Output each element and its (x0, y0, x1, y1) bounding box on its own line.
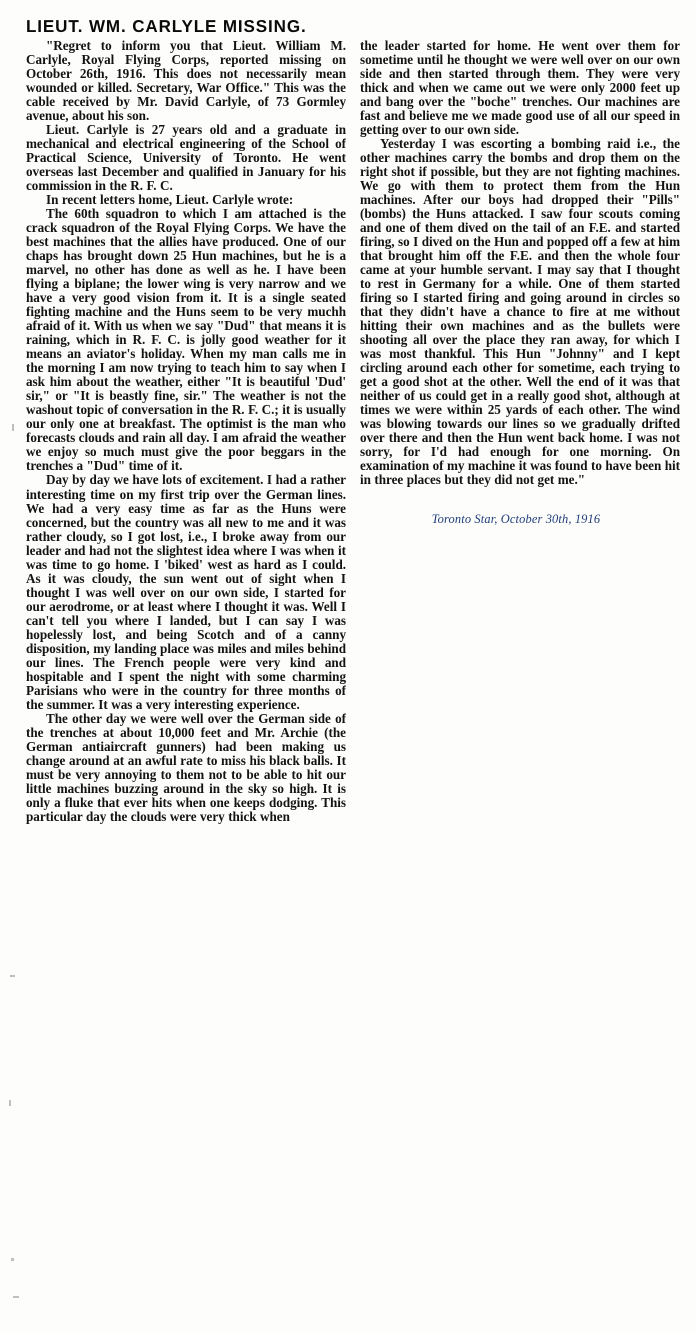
column-left (26, 39, 346, 1335)
paper-speck (13, 1296, 19, 1298)
article-columns (26, 39, 680, 1335)
column-right (360, 39, 680, 1335)
paper-speck (9, 1100, 11, 1106)
paragraph: the leader started for home. He went over them for sometime until he thought we were well over on our own side and then started through them. They were very thick and when we came out we were only 2000 feet up and bang over the "boche" trenches. Our machines are fast and believe me we made good use of all our speed in getting over to our own side. (360, 39, 680, 138)
paragraph: Day by day we have lots of excitement. I had a rather interesting time on my first trip over the German lines. We had a very easy time as far as the Huns were concerned, but the country was all new to me and it was rather cloudy, so I got lost, i.e., I broke away from our leader and had not the slightest idea where I was when it was time to go home. I 'biked' west as hard as I could. As it was cloudy, the sun went out of sight when I thought I was well over on our own side, I started for our aerodrome, or at least where I thought it was. Well I can't tell you where I landed, but I can say I was hopelessly lost, and being Scotch and of a canny disposition, my landing place was miles and miles behind our lines. The French people were very kind and hospitable and I spent the night with some charming Parisians who were in the country for three months of the summer. It was a very interesting experience. (26, 472, 346, 712)
paragraph: Yesterday I was escorting a bombing raid i.e., the other machines carry the bombs and drop them on the right shot if possible, but they are not fighting machines. We go with them to protect them from the Hun machines. After our boys had dropped their "Pills" (bombs) the Huns attacked. I saw four scouts coming and one of them dived on the tail of an F.E. and started firing, so I dived on the Hun and popped off a few at him that brought him off the F.E. and then the whole four came at your humble servant. I may say that I thought to rest in Germany for a while. One of them started firing so I started firing and going around in circles so that they didn't have a chance to fire at me without hitting their own machines and as the bullets were shooting all over the place they ran away, for which I was most thankful. This Hun "Johnny" and I kept circling around each other for sometime, each trying to get a good shot at the other. Well the end of it was that neither of us could get in a really good shot, although at times we were within 25 yards of each other. The wind was blowing towards our lines so we gradually drifted over there and then the Hun went back home. I was not sorry, for I'd had enough for one morning. On examination of my machine it was found to have been hit in three places but they did not get me." (360, 136, 680, 488)
paragraph: The 60th squadron to which I am attached is the crack squadron of the Royal Flying Corps. We have the best machines that the allies have produced. One of our chaps has brought down 25 Hun machines, but he is a marvel, no other has done as well as he. I have been flying a biplane; the lower wing is very narrow and we have a very good vision from it. It is a single seated fighting machine and the Huns seem to be very muchh afraid of it. With us when we say "Dud" that means it is raining, which in R. F. C. is jolly good weather for it means an aviator's holiday. When my man calls me in the morning I am now trying to teach him to say when I ask him about the weather, either "It is beautiful 'Dud' sir," or "It is beastly fine, sir." The weather is not the washout topic of conversation in the R. F. C.; it is usually our only one at breakfast. The optimist is the man who forecasts clouds and rain all day. I am afraid the weather we enjoy so much must give the poor beggars in the trenches a "Dud" time of it. (26, 206, 346, 474)
paragraph: In recent letters home, Lieut. Carlyle wrote: (46, 192, 294, 208)
paragraph: The other day we were well over the German side of the trenches at about 10,000 feet and Mr. Archie (the German antiaircraft gunners) had been making us change around at an awful rate to miss his black balls. It must be very annoying to them not to be able to hit our little machines buzzing around in the sky so high. It is only a fluke that ever hits when one keeps dodging. This particular day the clouds were very thick when (26, 710, 346, 824)
paper-speck (10, 975, 15, 977)
paragraph: "Regret to inform you that Lieut. William M. Carlyle, Royal Flying Corps, reported missing on October 26th, 1916. This does not necessarily mean wounded or killed. Secretary, War Office." This was the cable received by Mr. David Carlyle, of 73 Gormley avenue, about his son. (26, 39, 346, 124)
page-title: LIEUT. WM. CARLYLE MISSING. (26, 16, 307, 36)
paper-speck (11, 1258, 14, 1261)
paper-speck (12, 424, 14, 431)
paragraph: Lieut. Carlyle is 27 years old and a graduate in mechanical and electrical engineering of the School of Practical Science, University of Toronto. He went overseas last December and qualified in January for his commission in the R. F. C. (26, 122, 346, 194)
source-attribution: Toronto Star, October 30th, 1916 (431, 511, 601, 526)
